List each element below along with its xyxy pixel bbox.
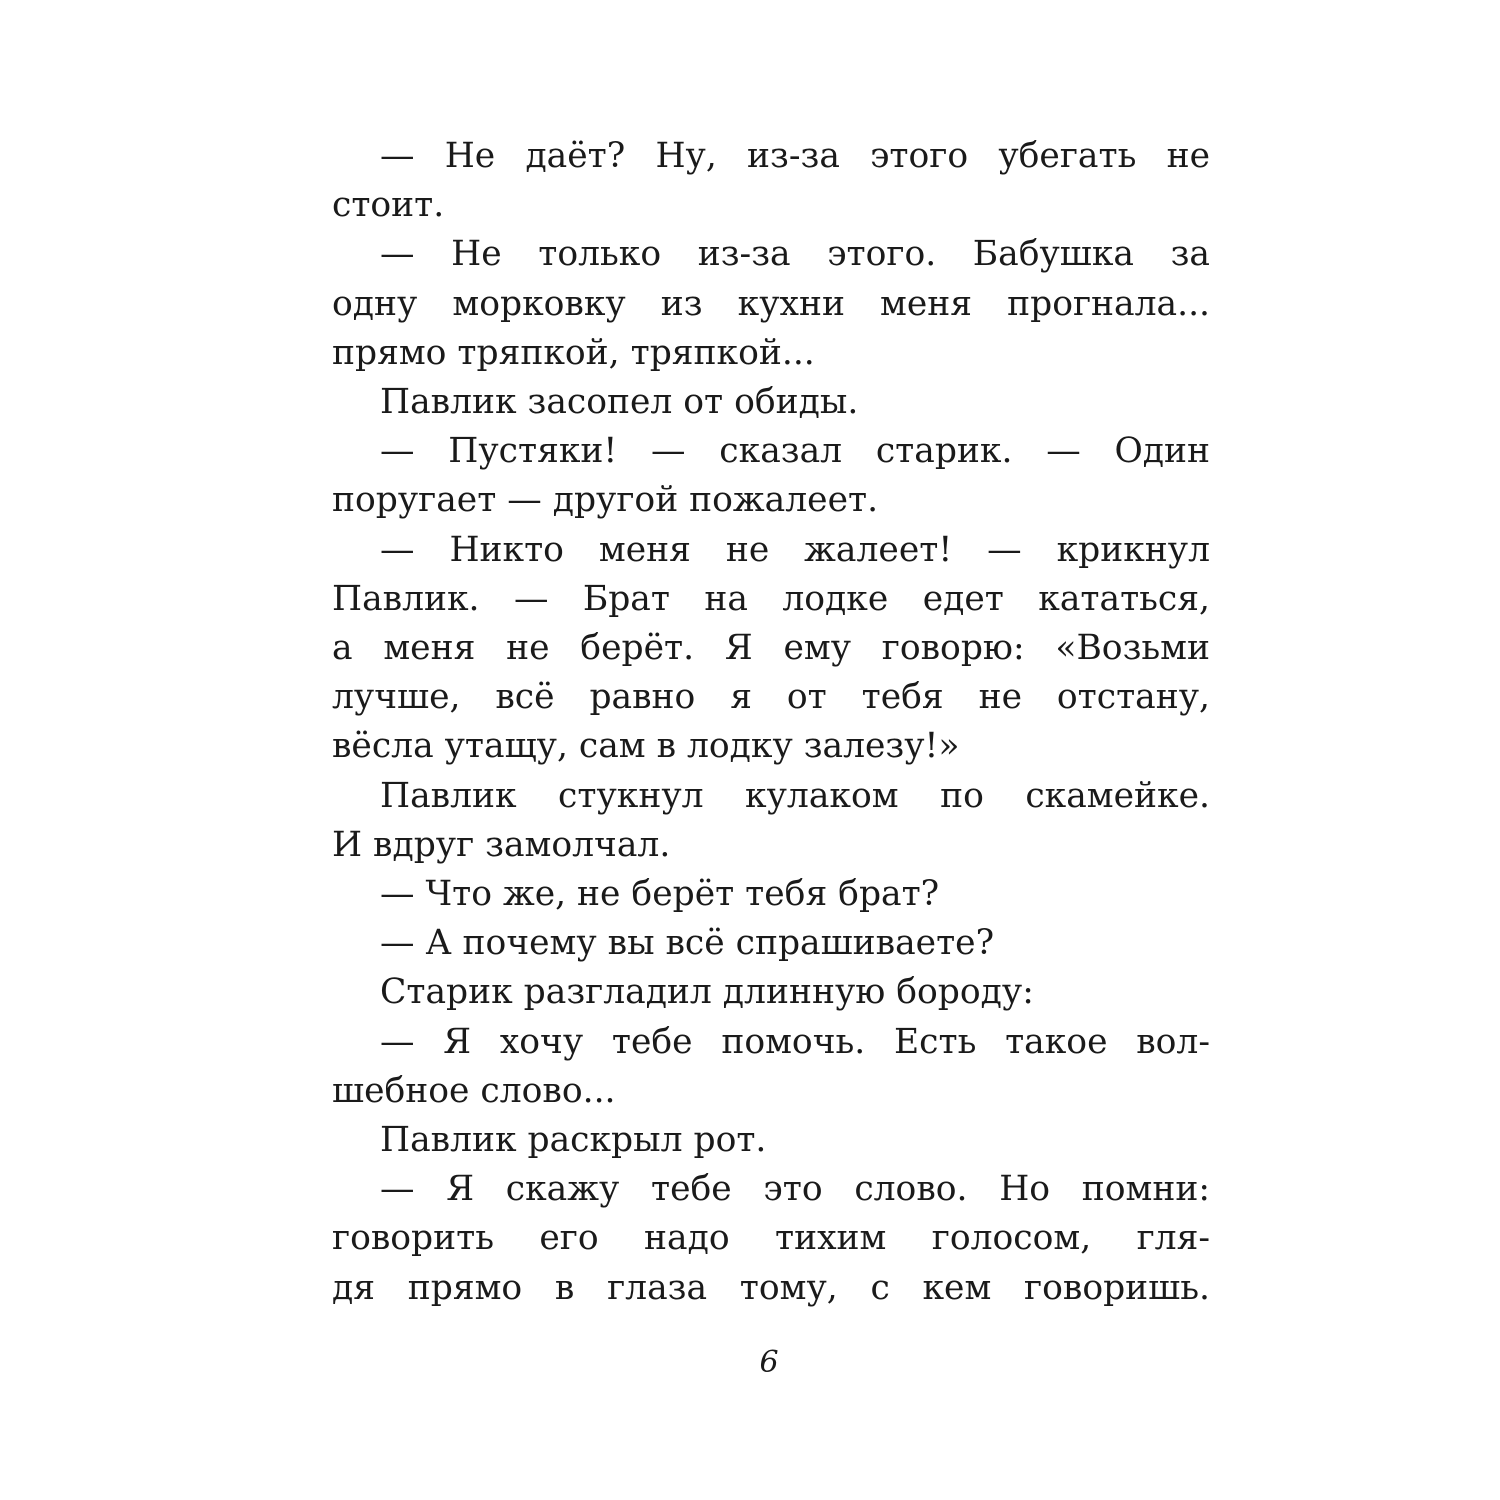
text-line: — Никто меня не жалеет! — крикнул [380,529,1210,570]
text-line: — Пустяки! — сказал старик. — Один [380,431,1210,472]
text-line: а меня не берёт. Я ему говорю: «Возьми [332,628,1210,669]
text-line: Павлик. — Брат на лодке едет кататься, [332,578,1210,619]
text-line: — Я хочу тебе помочь. Есть такое вол- [380,1021,1210,1062]
text-line: — Что же, не берёт тебя брат? [380,874,940,915]
text-line: поругает — другой пожалеет. [332,480,879,521]
text-line: прямо тряпкой, тряпкой... [332,332,815,373]
text-line: — Не только из-за этого. Бабушка за [380,234,1210,275]
text-line: — Не даёт? Ну, из-за этого убегать не [380,136,1210,176]
page-number: 6 [759,1345,779,1380]
text-line: дя прямо в глаза тому, с кем говоришь. [332,1267,1210,1308]
page-text [332,132,1210,1313]
text-line: И вдруг замолчал. [332,824,671,865]
text-line: говорить его надо тихим голосом, гля- [332,1218,1210,1259]
text-line: — А почему вы всё спрашиваете? [380,923,995,964]
text-line: Павлик раскрыл рот. [380,1120,767,1161]
text-line: стоит. [332,185,445,226]
text-line: Павлик стукнул кулаком по скамейке. [380,775,1210,816]
text-line: лучше, всё равно я от тебя не отстану, [332,677,1210,718]
text-line: шебное слово... [332,1070,616,1111]
text-line: Павлик засопел от обиды. [380,382,859,423]
text-line: — Я скажу тебе это слово. Но помни: [380,1169,1210,1210]
text-line: Старик разгладил длинную бороду: [380,972,1034,1013]
text-line: одну морковку из кухни меня прогнала... [332,283,1210,324]
text-line: вёсла утащу, сам в лодку залезу!» [332,726,960,767]
